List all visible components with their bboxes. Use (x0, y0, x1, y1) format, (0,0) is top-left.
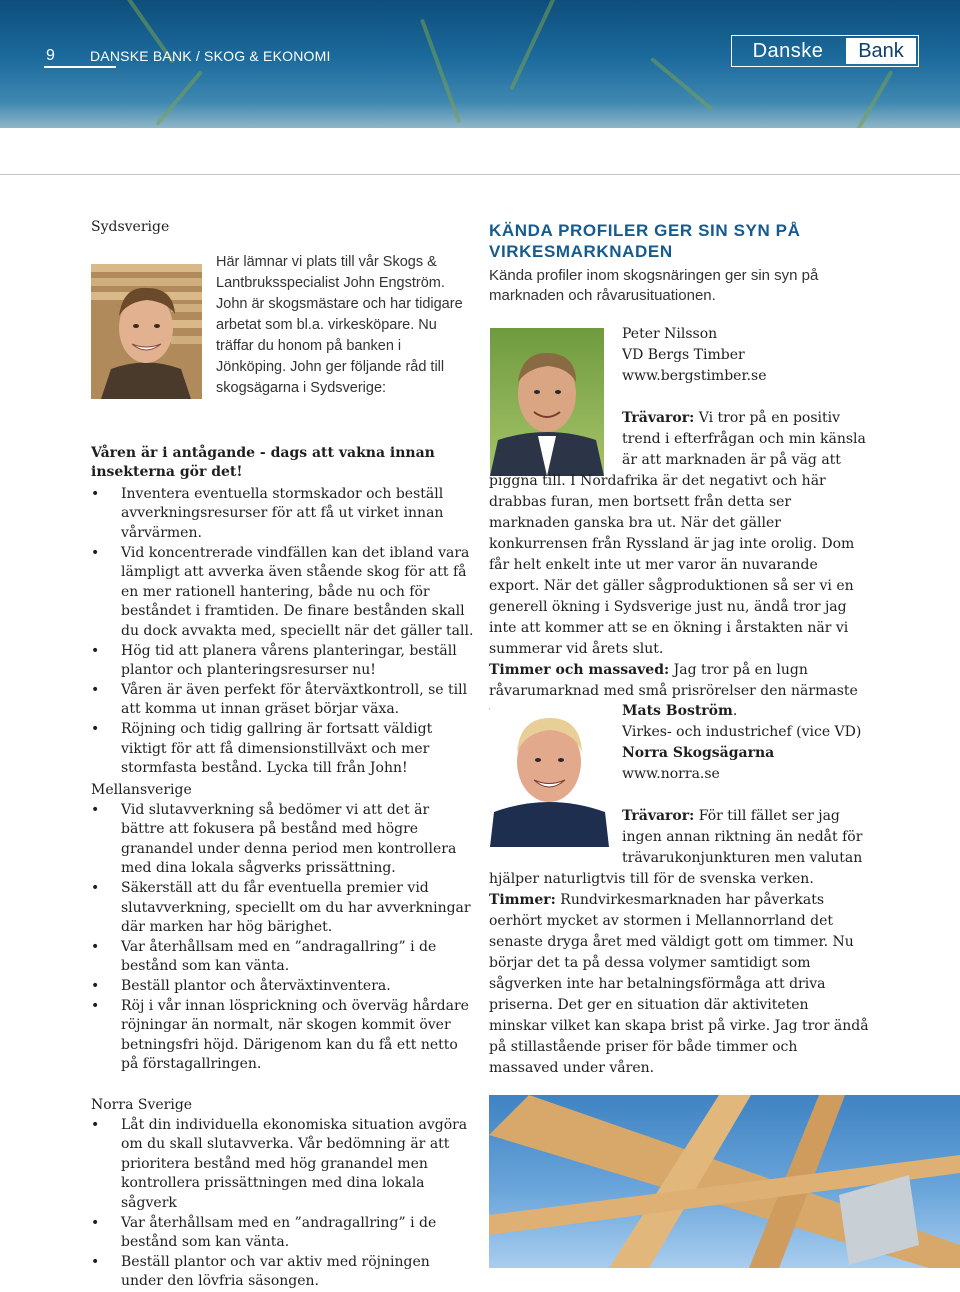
photo-spacer (489, 408, 622, 470)
list-item: • Våren är även perfekt för återväxtkontroll, se till att komma ut innan gräset börjar växa. (91, 681, 476, 720)
roof-truss-photo (489, 1095, 960, 1268)
list-item: • Säkerställ att du får eventuella premier vid slutavverkning, speciellt om du har avverkningar där marken har hög bärighet. (91, 879, 476, 938)
mellansverige-tips (91, 801, 476, 1075)
profile-role: Virkes- och industrichef (vice VD) (622, 724, 862, 740)
peter-nilsson-quote (489, 408, 869, 723)
list-item: • Röj i vår innan lösprickning och överväg hårdare röjningar än normalt, när skogen kommit över betningsfri höjd. Därigenom kan du få ett netto på förstagallringen. (91, 997, 476, 1075)
profile-name-suffix: . (732, 703, 738, 719)
list-item: • Låt din individuella ekonomiska situation avgöra om du skall slutavverka. Vår bedömning är att prioritera bestånd med hög granandel men kontrollera prissättningen med dina lokala sågverk (91, 1116, 476, 1214)
john-engstrom-photo (91, 264, 202, 399)
q-label-timmer: Timmer: (489, 892, 556, 908)
profile-role (622, 345, 767, 366)
page-number-underline (44, 66, 116, 68)
header-banner (0, 0, 960, 128)
intro-paragraph: Här lämnar vi plats till vår Skogs & Lantbruksspecialist John Engström. John är skogsmästare och har tidigare arbetat som bl.a. virkesköpare. Nu träffar du honom på banken i Jönköping. John ger följande råd till skogsägarna i Sydsverige: (216, 253, 463, 396)
norra-sverige-block (91, 1096, 476, 1292)
list-item: • Vid slutavverkning så bedömer vi att det är bättre att fokusera på bestånd med högre granandel under denna period men kontrollera med dina lokala sågverks prissättning. (91, 801, 476, 879)
article-headline: KÄNDA PROFILER GER SIN SYN PÅ VIRKESMARKNADEN (489, 221, 801, 261)
profile-website: www.norra.se (622, 766, 720, 782)
pine-needle (509, 0, 563, 90)
pine-needle (855, 70, 893, 128)
list-item: • Vid koncentrerade vindfällen kan det ibland vara lämpligt att avverka även stående skog för att få en mer rationell hantering, både nu och för beståndet i framtiden. De finare bestånden skall du dock avvakta med, speciellt när det gäller tall. (91, 544, 476, 642)
intro-block (91, 244, 476, 444)
logo-danske-text: Danske (752, 39, 824, 62)
list-item: • Hög tid att planera vårens planteringar, beställ plantor och planteringsresurser nu! (91, 642, 476, 681)
norra-sverige-tips (91, 1116, 476, 1292)
pine-needle (155, 70, 203, 126)
list-item: • Beställ plantor och var aktiv med röjningen under den lövfria säsongen. (91, 1253, 476, 1292)
spring-lead: Våren är i antågande - dags att vakna innan insekterna gör det! (91, 444, 435, 481)
page-number: 9 (46, 47, 55, 64)
q-label-travaror: Trävaror: (622, 808, 695, 824)
pine-needle (650, 57, 714, 111)
mats-bostrom-quote (489, 806, 869, 1079)
profile-website: www.bergstimber.se (622, 368, 767, 384)
list-item: • Var återhållsam med en ”andragallring” i de bestånd som kan vänta. (91, 1214, 476, 1253)
q-label-travaror: Trävaror: (622, 410, 695, 426)
logo-bank-text: Bank (846, 38, 916, 64)
profile-name-text: Mats Boström (622, 703, 733, 719)
q-label-timmer-massaved: Timmer och massaved: (489, 662, 670, 678)
list-item: • Var återhållsam med en ”andragallring” i de bestånd som kan vänta. (91, 938, 476, 977)
profile-company: Norra Skogsägarna (622, 745, 775, 761)
sydsverige-tips (91, 485, 476, 779)
q-text-travaror: Vi tror på en positiv trend i efterfrågan och min känsla är att marknaden är på väg att piggna till. I Nordafrika är det negativt och här drabbas furan, men bortsett från detta ser marknaden ganska bra ut. När det gäller konkurrensen från Ryssland är jag inte orolig. Dom får helt enkelt inte ut mer varor än nuvarande export. När det gäller sågproduktionen så ser vi en generell ökning i Sydsverige just nu, ändå tror jag inte att kommer att se en ökning i årstakten när vi summerar vid årets slut. (489, 410, 866, 657)
q-text-timmer: Rundvirkesmarknaden har påverkats oerhört mycket av stormen i Mellannorrland det senaste dryga året med väldigt gott om timmer. Nu börjar det ta på dessa volymer samtidigt som sågverken inte har betalningsförmåga att driva priserna. Det ger en situation där aktiviteten minskar vilket kan skapa brist på virke. Jag tror ändå på stillastående priser för både timmer och massaved under våren. (489, 892, 869, 1076)
list-item: • Beställ plantor och återväxtinventera. (91, 977, 476, 997)
photo-spacer (489, 806, 622, 868)
profile-name (622, 701, 861, 722)
peter-nilsson-meta (622, 324, 767, 387)
left-column (91, 218, 476, 779)
running-head: DANSKE BANK / SKOG & EKONOMI (90, 48, 331, 64)
norra-sverige-heading: Norra Sverige (91, 1097, 193, 1113)
profile-company: Bergs Timber (647, 347, 745, 363)
profile-name: Peter Nilsson (622, 326, 718, 342)
list-item: • Röjning och tidig gallring är fortsatt väldigt viktigt för att få dimensionstillväxt och mer stormfasta bestånd. Lycka till från John! (91, 720, 476, 779)
right-column (489, 220, 869, 306)
article-deck: Kända profiler inom skogsnäringen ger sin syn på marknaden och råvarusituationen. (489, 267, 819, 304)
list-item: • Inventera eventuella stormskador och beställ avverkningsresurser för att få ut virket innan vårvärmen. (91, 485, 476, 544)
q-text-timmer-massaved: Jag tror på en lugn råvarumarknad med små prisrörelser den närmaste (489, 662, 858, 699)
danske-bank-logo (731, 35, 919, 67)
mats-bostrom-meta (622, 701, 861, 785)
pine-needle (420, 19, 461, 124)
header-divider (0, 174, 960, 175)
q-text-travaror: För till fället ser jag ingen annan riktning än nedåt för trävarukonjunkturen men valutan hjälper naturligtvis till för de svenska verken. (489, 808, 863, 887)
mellansverige-heading: Mellansverige (91, 782, 192, 798)
sydsverige-heading: Sydsverige (91, 219, 170, 235)
mellansverige-block (91, 781, 476, 1075)
profile-role-prefix: VD (622, 347, 648, 363)
